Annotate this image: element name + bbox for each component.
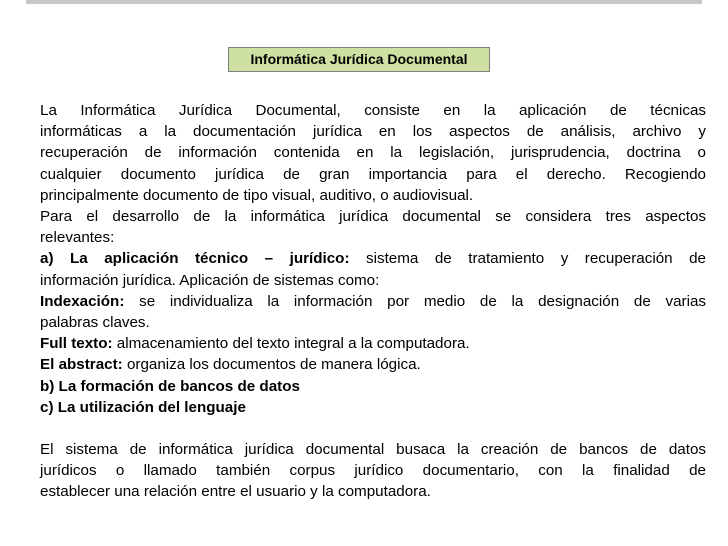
body-line: Para el desarrollo de la informática jurídica documental se considera tres aspectos bbox=[40, 208, 706, 226]
full-texto-text: almacenamiento del texto integral a la computadora. bbox=[112, 335, 470, 353]
abstract-line bbox=[40, 354, 706, 375]
full-texto-line bbox=[40, 333, 706, 354]
abstract-text: organiza los documentos de manera lógica. bbox=[122, 356, 421, 374]
slide-top-border bbox=[26, 0, 702, 4]
body-line: informáticas a la documentación jurídica en los aspectos de análisis, archivo y bbox=[40, 123, 706, 141]
abstract-label: El abstract: bbox=[40, 356, 123, 374]
indexacion-line bbox=[40, 291, 706, 312]
item-a bbox=[40, 248, 706, 269]
body-line: cualquier documento jurídica de gran importancia para el derecho. Recogiendo bbox=[40, 165, 706, 183]
body-line: información jurídica. Aplicación de sistemas como: bbox=[40, 271, 380, 289]
slide-body bbox=[40, 100, 706, 503]
item-c: c) La utilización del lenguaje bbox=[40, 398, 246, 416]
body-line: relevantes: bbox=[40, 229, 115, 247]
body-line: palabras claves. bbox=[40, 314, 150, 332]
item-a-label: a) La aplicación técnico – jurídico: bbox=[40, 250, 350, 268]
body-line: jurídicos o llamado también corpus jurídico documentario, con la finalidad de bbox=[40, 462, 706, 480]
body-line: El sistema de informática jurídica documental busaca la creación de bancos de datos bbox=[40, 441, 706, 459]
slide-title: Informática Jurídica Documental bbox=[228, 47, 490, 72]
body-line: principalmente documento de tipo visual, auditivo, o audiovisual. bbox=[40, 186, 474, 204]
body-line: recuperación de información contenida en la legislación, jurisprudencia, doctrina o bbox=[40, 144, 706, 162]
indexacion-text: se individualiza la información por medio de la designación de varias bbox=[124, 292, 706, 310]
body-line: La Informática Jurídica Documental, consiste en la aplicación de técnicas bbox=[40, 102, 706, 119]
indexacion-label: Indexación: bbox=[40, 292, 125, 310]
body-line: establecer una relación entre el usuario y la computadora. bbox=[40, 483, 431, 501]
full-texto-label: Full texto: bbox=[40, 335, 113, 353]
paragraph-gap bbox=[40, 418, 706, 439]
item-b: b) La formación de bancos de datos bbox=[40, 377, 300, 395]
item-a-text: sistema de tratamiento y recuperación de bbox=[349, 250, 707, 268]
